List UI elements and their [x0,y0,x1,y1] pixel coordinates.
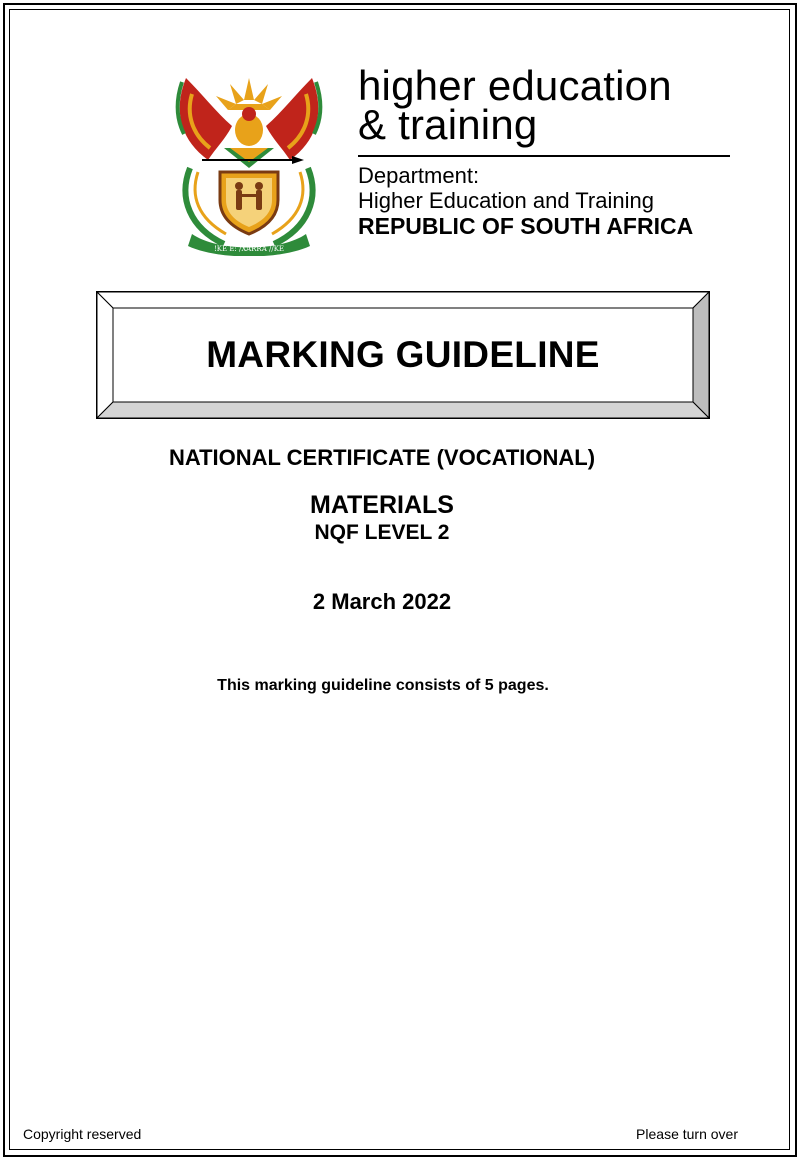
header-divider [358,155,730,157]
title-banner [96,291,710,419]
coat-of-arms-logo [168,68,330,256]
subject-title: MATERIALS [310,491,454,519]
nqf-level: NQF LEVEL 2 [314,521,450,544]
department-label: Department: [358,163,480,188]
department-title-line2: & training [358,101,538,148]
exam-date: 2 March 2022 [312,589,452,614]
department-name: Higher Education and Training [358,188,654,213]
document-type-title: MARKING GUIDELINE [206,334,600,375]
country-name: REPUBLIC OF SOUTH AFRICA [358,213,694,239]
copyright-footer: Copyright reserved [23,1126,142,1142]
turn-over-footer: Please turn over [636,1126,738,1142]
certificate-title: NATIONAL CERTIFICATE (VOCATIONAL) [168,445,596,470]
crest-motto: !KE E: /XARRA //KE [213,245,285,253]
department-title [358,62,672,148]
department-title-line1: higher education [358,62,672,109]
page-count-note: This marking guideline consists of 5 pages. [217,677,549,694]
